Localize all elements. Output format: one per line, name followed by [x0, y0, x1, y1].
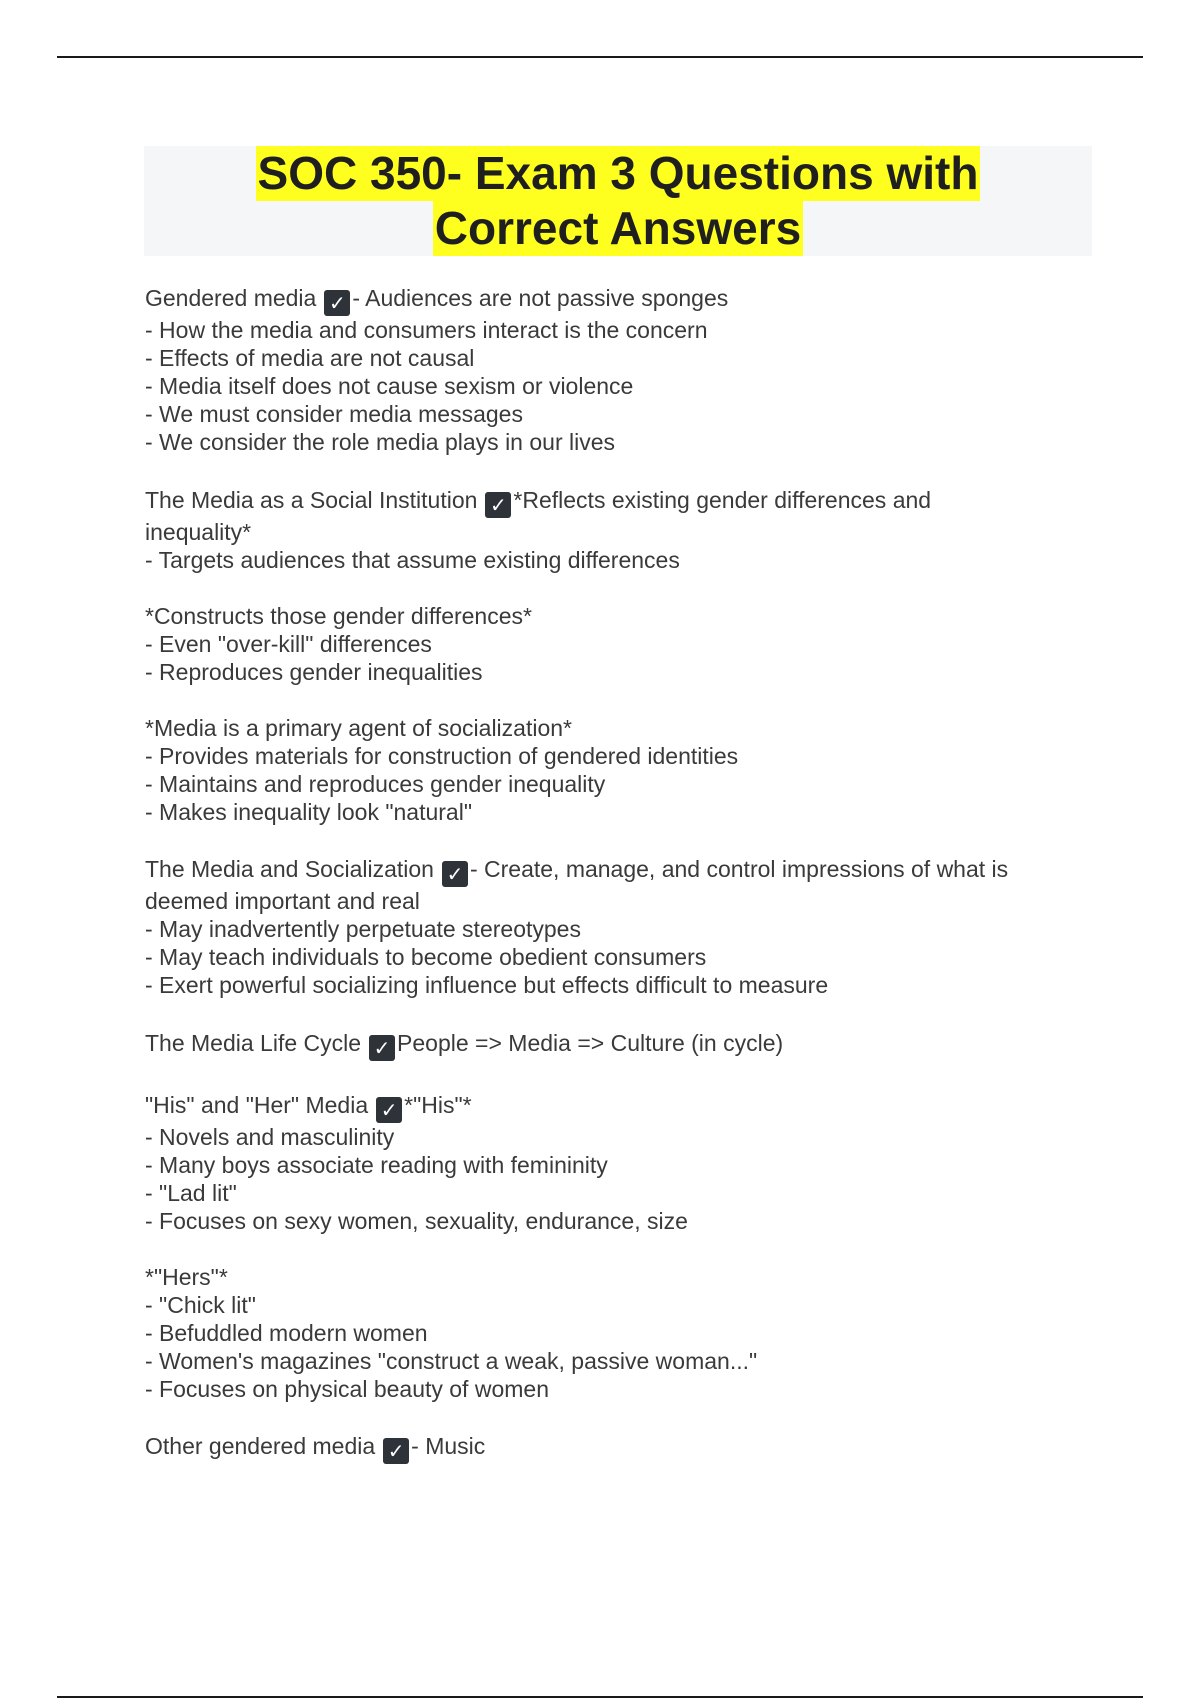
card-line: inequality* [145, 519, 252, 545]
title-box [144, 146, 1092, 256]
card-line: - Novels and masculinity [145, 1124, 395, 1150]
card-line: - Makes inequality look "natural" [145, 799, 472, 825]
card-line: - May teach individuals to become obedient consumers [145, 944, 707, 970]
card-line: - Maintains and reproduces gender inequality [145, 771, 606, 797]
card-line: *Media is a primary agent of socialization* [145, 715, 572, 741]
card-line: - How the media and consumers interact is the concern [145, 317, 708, 343]
card-line: - Focuses on physical beauty of women [145, 1376, 549, 1402]
card-term: "His" and "Her" Media [145, 1092, 369, 1118]
bottom-rule [57, 1696, 1143, 1698]
paragraph-gap [145, 1235, 1095, 1263]
card-line: - "Lad lit" [145, 1180, 237, 1206]
card-line: - "Chick lit" [145, 1292, 256, 1318]
card-line: *Constructs those gender differences* [145, 603, 532, 629]
top-rule [57, 56, 1143, 58]
page-title-line-1: SOC 350- Exam 3 Questions with [257, 147, 979, 199]
card-first-line [145, 284, 1095, 316]
card-line: - Befuddled modern women [145, 1320, 428, 1346]
card-line: - May inadvertently perpetuate stereotypes [145, 916, 581, 942]
card-media-life-cycle [145, 1029, 1095, 1061]
card-line: - Reproduces gender inequalities [145, 659, 483, 685]
card-term: The Media and Socialization [145, 856, 434, 882]
paragraph-gap [145, 574, 1095, 602]
card-line: - Targets audiences that assume existing differences [145, 547, 680, 573]
card-his-her-media [145, 1091, 1095, 1403]
card-line: - Focuses on sexy women, sexuality, endurance, size [145, 1208, 688, 1234]
card-line: - We must consider media messages [145, 401, 523, 427]
check-box-icon: ✓ [442, 861, 468, 887]
check-box-icon: ✓ [369, 1035, 395, 1061]
card-line: - We consider the role media plays in our lives [145, 429, 616, 455]
check-box-icon: ✓ [324, 290, 350, 316]
card-line: *"Hers"* [145, 1264, 228, 1290]
card-line: - Women's magazines "construct a weak, passive woman..." [145, 1348, 758, 1374]
card-first-line [145, 1029, 1095, 1061]
check-box-icon: ✓ [383, 1438, 409, 1464]
card-answer: *"His"* [404, 1092, 472, 1118]
card-answer: - Music [411, 1433, 486, 1459]
check-box-icon: ✓ [485, 492, 511, 518]
card-answer: People => Media => Culture (in cycle) [397, 1030, 784, 1056]
card-answer: - Create, manage, and control impressions of what is [469, 856, 1009, 882]
card-line: - Exert powerful socializing influence but effects difficult to measure [145, 972, 829, 998]
card-gendered-media [145, 284, 1095, 456]
card-line: - Even "over-kill" differences [145, 631, 432, 657]
paragraph-gap [145, 686, 1095, 714]
flashcard-list [145, 284, 1095, 1464]
card-line: - Many boys associate reading with femininity [145, 1152, 608, 1178]
card-term: The Media as a Social Institution [145, 487, 478, 513]
card-line: deemed important and real [145, 888, 420, 914]
card-first-line [145, 486, 1095, 518]
card-first-line [145, 1432, 1095, 1464]
card-line: - Media itself does not cause sexism or violence [145, 373, 634, 399]
card-term: Gendered media [145, 285, 317, 311]
card-term: Other gendered media [145, 1433, 376, 1459]
card-answer: - Audiences are not passive sponges [352, 285, 729, 311]
card-media-social-institution [145, 486, 1095, 826]
check-box-icon: ✓ [376, 1097, 402, 1123]
card-line: - Provides materials for construction of gendered identities [145, 743, 739, 769]
card-answer: *Reflects existing gender differences and [513, 487, 932, 513]
card-term: The Media Life Cycle [145, 1030, 362, 1056]
card-other-gendered-media [145, 1432, 1095, 1464]
card-line: - Effects of media are not causal [145, 345, 475, 371]
page-title-line-2: Correct Answers [434, 202, 802, 254]
card-first-line [145, 1091, 1095, 1123]
card-first-line [145, 855, 1095, 887]
card-media-socialization [145, 855, 1095, 999]
